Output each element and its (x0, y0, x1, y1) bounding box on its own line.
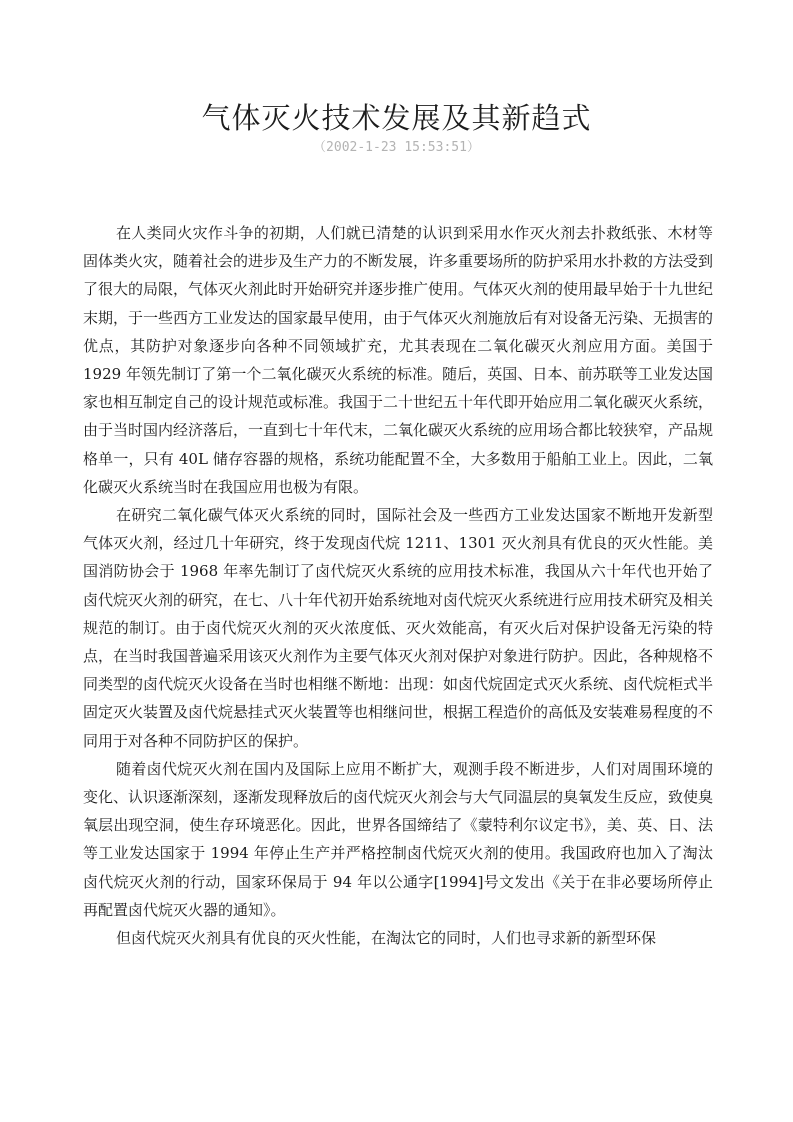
paragraph-1: 在人类同火灾作斗争的初期，人们就已清楚的认识到采用水作灭火剂去扑救纸张、木材等固体类火灾，随着社会的进步及生产力的不断发展，许多重要场所的防护采用水扑救的方法受到了很大的局限，气体灭火剂此时开始研究并逐步推广使用。气体灭火剂的使用最早始于十九世纪末期，于一些西方工业发达的国家最早使用，由于气体灭火剂施放后有对设备无污染、无损害的优点，其防护对象逐步向各种不同领域扩充，尤其表现在二氧化碳灭火剂应用方面。美国于 1929 年领先制订了第一个二氧化碳灭火系统的标准。随后，英国、日本、前苏联等工业发达国家也相互制定自己的设计规范或标准。我国于二十世纪五十年代即开始应用二氧化碳灭火系统，由于当时国内经济落后，一直到七十年代末，二氧化碳灭火系统的应用场合都比较狭窄，产品规格单一，只有 40L 储存容器的规格，系统功能配置不全，大多数用于船舶工业上。因此，二氧化碳灭火系统当时在我国应用也极为有限。 (83, 224, 714, 496)
document-title: 气体灭火技术发展及其新趋式 (201, 101, 592, 135)
article-body (83, 219, 713, 952)
paragraph-4: 但卤代烷灭火剂具有优良的灭火性能，在淘汰它的同时，人们也寻求新的新型环保 (116, 929, 657, 948)
publish-timestamp: （2002-1-23 15:53:51） (313, 140, 480, 155)
paragraph-2: 在研究二氧化碳气体灭火系统的同时，国际社会及一些西方工业发达国家不断地开发新型气体灭火剂，经过几十年研究，终于发现卤代烷 1211、1301 灭火剂具有优良的灭火性能。美国消防协会于 1968 年率先制订了卤代烷灭火系统的应用技术标准，我国从六十年代也开始了卤代烷灭火剂的研究，在七、八十年代初开始系统地对卤代烷灭火系统进行应用技术研究及相关规范的制订。由于卤代烷灭火剂的灭火浓度低、灭火效能高，有灭火后对保护设备无污染的特点，在当时我国普遍采用该灭火剂作为主要气体灭火剂对保护对象进行防护。因此，各种规格不同类型的卤代烷灭火设备在当时也相继不断地：出现：如卤代烷固定式灭火系统、卤代烷柜式半固定灭火装置及卤代烷悬挂式灭火装置等也相继问世，根据工程造价的高低及安装难易程度的不同用于对各种不同防护区的保护。 (83, 506, 714, 750)
paragraph-3: 随着卤代烷灭火剂在国内及国际上应用不断扩大，观测手段不断进步，人们对周围环境的变化、认识逐渐深刻，逐渐发现释放后的卤代烷灭火剂会与大气同温层的臭氧发生反应，致使臭氧层出现空洞，使生存环境恶化。因此，世界各国缔结了《蒙特利尔议定书》，美、英、日、法等工业发达国家于 1994 年停止生产并严格控制卤代烷灭火剂的使用。我国政府也加入了淘汰卤代烷灭火剂的行动，国家环保局于 94 年以公通字[1994]号文发出《关于在非必要场所停止再配置卤代烷灭火器的通知》。 (83, 759, 714, 919)
